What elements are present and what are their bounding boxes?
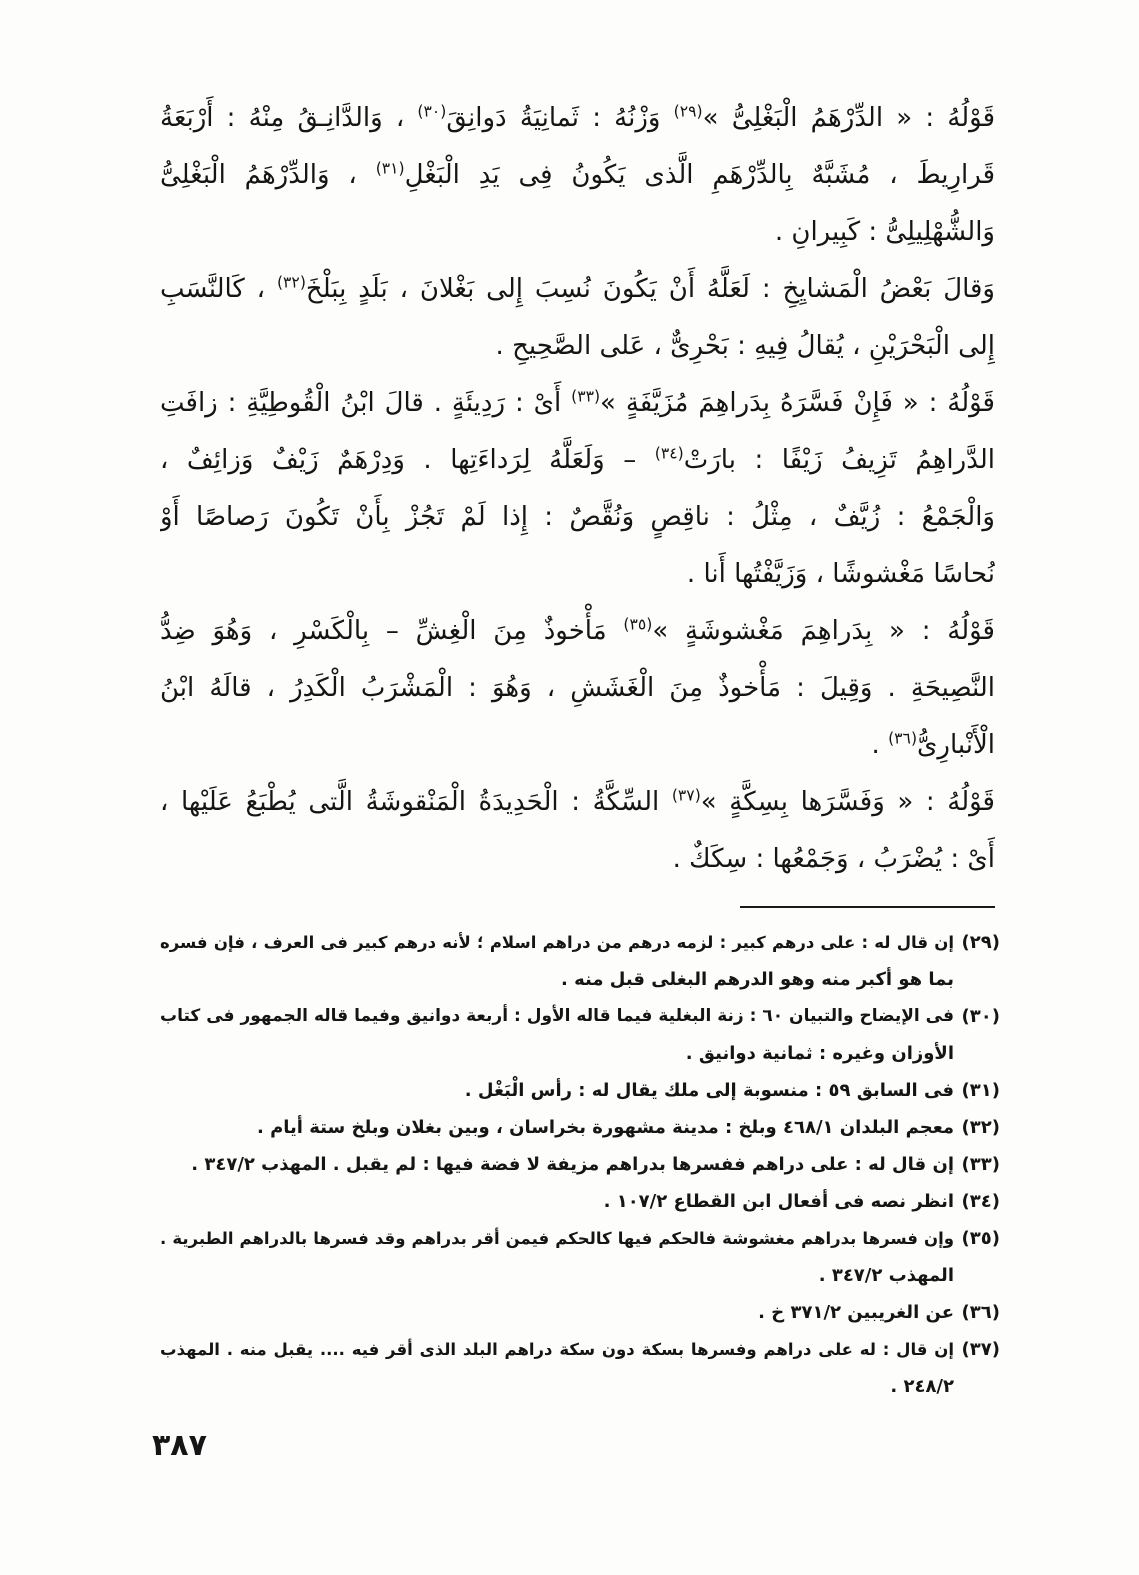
text-line: وَقالَ بَعْضُ الْمَشايِخِ : لَعَلَّهُ أَنْ يَكُونَ نُسِبَ إِلى بَغْلانَ ، بَلَدٍ بِبَلْخَ$^{(٣٢)}$ ، كَالنَّسَبِ xyxy=(160,273,995,304)
text-line: قَوْلُهُ : « الدِّرْهَمُ الْبَغْلِىُّ »$^{(٢٩)}$ وَزْنُهُ : ثَمانِيَةُ دَوانِقَ$^{(٣٠)}$ ، وَالدَّانِـقُ مِنْهُ : أَرْبَعَةُ xyxy=(160,102,995,133)
text-line: أَىْ : يُضْرَبُ ، وَجَمْعُها : سِكَكٌ . xyxy=(672,844,995,874)
footnote-reference: (٣٢) xyxy=(276,273,306,292)
text-line: قَوْلُهُ : « فَإِنْ فَسَّرَهُ بِدَراهِمَ مُزَيَّفَةٍ »$^{(٣٣)}$ أَىْ : رَدِيئَةٍ . قالَ ابْنُ الْقُوطِيَّةِ : زافَتِ xyxy=(160,387,995,418)
footnote xyxy=(160,1183,1000,1220)
footnote-line: بما هو أكبر منه وهو الدرهم البغلى قبل منه . xyxy=(560,969,954,990)
footnote xyxy=(160,1146,1000,1183)
footnote xyxy=(160,1294,1000,1331)
footnote-reference: (٣٦) xyxy=(888,729,918,748)
footnote-number: (٣٤) xyxy=(961,1191,1000,1212)
footnote-number: (٣٠) xyxy=(961,1006,1000,1027)
main-text xyxy=(160,90,995,888)
footnote-line: المهذب ٣٤٧/٢ . xyxy=(818,1265,954,1286)
footnote-reference: (٣٧) xyxy=(671,786,701,805)
footnote-separator xyxy=(740,906,995,908)
text-line: وَالشُّهْلِيلِىُّ : كَبِيرانِ . xyxy=(774,217,995,247)
footnote-number: (٢٩) xyxy=(961,932,1000,953)
footnote-line: عن الغريبين ٣٧١/٢ خ . xyxy=(758,1302,954,1323)
footnote-reference: (٣١) xyxy=(375,159,405,178)
footnote-line: ٢٤٨/٢ . xyxy=(890,1376,954,1397)
footnote-number: (٣٣) xyxy=(961,1154,1000,1175)
footnote-line: وإن فسرها بدراهم مغشوشة فالحكم فيها كالحكم فيمن أقر بدراهم وقد فسرها بالدراهم الطبرية . xyxy=(160,1229,954,1248)
text-line: النَّصِيحَةِ . وَقِيلَ : مَأْخوذٌ مِنَ الْغَشَشِ ، وَهُوَ : الْمَشْرَبُ الْكَدِرُ ، قالَهُ ابْنُ xyxy=(160,673,995,703)
footnote-number: (٣٢) xyxy=(961,1117,1000,1138)
footnote-line: معجم البلدان ٤٦٨/١ وبلخ : مدينة مشهورة بخراسان ، وبين بغلان وبلخ ستة أيام . xyxy=(256,1117,954,1138)
paragraph xyxy=(160,603,995,774)
text-line: الْأَنْبارِىُّ$^{(٣٦)}$ . xyxy=(871,729,995,760)
footnote-reference: (٣٣) xyxy=(571,387,601,406)
footnote-line: انظر نصه فى أفعال ابن القطاع ١٠٧/٢ . xyxy=(603,1191,954,1212)
footnote-line: إن قال : له على دراهم وفسرها بسكة دون سكة دراهم البلد الذى أقر فيه .... يقبل منه . المهذب xyxy=(160,1340,954,1359)
footnote-line: إن قال له : على درهم كبير : لزمه درهم من دراهم اسلام ؛ لأنه درهم كبير فى العرف ، فإن فسره xyxy=(160,933,954,952)
paragraph xyxy=(160,774,995,888)
text-line: الدَّراهِمُ تَزِيفُ زَيْفًا : بارَتْ$^{(٣٤)}$ – وَلَعَلَّهُ لِرَداءَتِها . وَدِرْهَمٌ زَيْفٌ وَزائِفٌ ، xyxy=(160,444,995,475)
paragraph xyxy=(160,261,995,375)
text-line: إِلى الْبَحْرَيْنِ ، يُقالُ فِيهِ : بَحْرِىٌّ ، عَلى الصَّحِيحِ . xyxy=(495,331,995,361)
footnote xyxy=(160,1220,1000,1294)
paragraph xyxy=(160,375,995,603)
paragraph xyxy=(160,90,995,261)
text-line: نُحاسًا مَغْشوشًا ، وَزَيَّفْتُها أَنا . xyxy=(686,559,995,589)
footnote-number: (٣٦) xyxy=(961,1302,1000,1323)
text-line: قَوْلُهُ : « بِدَراهِمَ مَغْشوشَةٍ »$^{(٣٥)}$ مَأْخوذٌ مِنَ الْغِشِّ – بِالْكَسْرِ ، وَهُوَ ضِدُّ xyxy=(160,615,995,646)
footnote-reference: (٣٠) xyxy=(417,102,447,121)
footnote xyxy=(160,1331,1000,1405)
footnote xyxy=(160,1109,1000,1146)
text-line: قَوْلُهُ : « وَفَسَّرَها بِسِكَّةٍ »$^{(٣٧)}$ السِّكَّةُ : الْحَدِيدَةُ الْمَنْقوشَةُ الَّتى يُطْبَعُ عَلَيْها ، xyxy=(160,786,995,817)
footnote xyxy=(160,924,1000,998)
footnote-number: (٣٧) xyxy=(961,1339,1000,1360)
footnote xyxy=(160,998,1000,1072)
footnote-line: إن قال له : على دراهم ففسرها بدراهم مزيفة لا فضة فيها : لم يقبل . المهذب ٣٤٧/٢ . xyxy=(191,1154,954,1175)
footnote-reference: (٣٤) xyxy=(654,444,684,463)
footnotes xyxy=(160,924,1000,1405)
page-number: ٣٨٧ xyxy=(152,1428,207,1463)
footnote-line: فى السابق ٥٩ : منسوبة إلى ملك يقال له : رأس الْبَغْل . xyxy=(464,1080,954,1101)
footnote-number: (٣٥) xyxy=(961,1228,1000,1249)
footnote-reference: (٣٥) xyxy=(623,615,653,634)
footnote-number: (٣١) xyxy=(961,1080,1000,1101)
footnote-line: فى الإيضاح والتبيان ٦٠ : زنة البغلية فيما قاله الأول : أربعة دوانيق وفيما قاله الجمهور فى كتاب xyxy=(160,1006,954,1026)
text-line: قَرارِيطَ ، مُشَبَّهٌ بِالدِّرْهَمِ الَّذى يَكُونُ فِى يَدِ الْبَغْلِ$^{(٣١)}$ ، وَالدِّرْهَمُ الْبَغْلِىُّ xyxy=(160,159,995,190)
footnote xyxy=(160,1072,1000,1109)
footnote-line: الأوزان وغيره : ثمانية دوانيق . xyxy=(685,1043,954,1064)
footnote-reference: (٢٩) xyxy=(673,102,703,121)
text-line: وَالْجَمْعُ : زُيَّفٌ ، مِثْلُ : ناقِصٍ وَنُقَّصٌ : إِذا لَمْ تَجُزْ بِأَنْ تَكُونَ رَصاصًا أَوْ xyxy=(160,502,995,532)
